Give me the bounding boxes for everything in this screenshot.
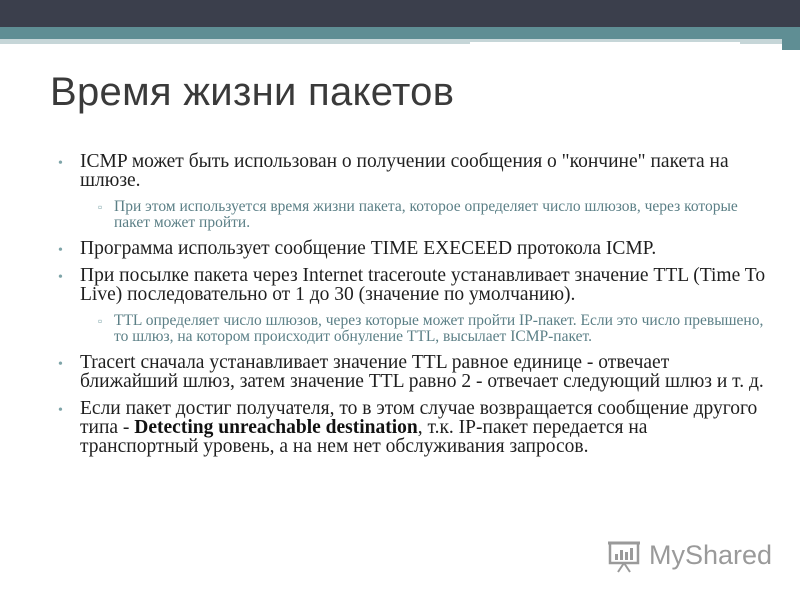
bullet-dot-icon: • — [58, 156, 63, 171]
bullet-item-2 — [58, 239, 768, 258]
sub-bullet-text: TTL определяет число шлюзов, через которые может пройти IP-пакет. Если это число превышено, то шлюз, на котором происходит обнуление TTL, высылает ICMP-пакет. — [114, 312, 764, 345]
bullet-dot-icon: • — [58, 357, 63, 372]
bullet-text: При посылке пакета через Internet traceroute устанавливает значение TTL (Time To Live) последовательно от 1 до 30 (значение по умолчанию). — [80, 265, 766, 305]
watermark-text: MyShared — [649, 540, 773, 570]
header-dark-bar — [0, 0, 800, 27]
bullet-item-3 — [58, 266, 768, 345]
presentation-board-icon — [607, 538, 643, 574]
sub-bullet-square-icon: ▫ — [98, 200, 103, 214]
bullet-text-before: Если пакет достиг получателя, то в этом случае возвращается сообщение другого типа - — [80, 398, 758, 438]
bullet-text: ICMP может быть использован о получении сообщения о "кончине" пакета на шлюзе. — [80, 151, 729, 191]
slide-body — [58, 152, 768, 464]
header-corner-strip — [782, 27, 800, 50]
bullet-text: Tracert сначала устанавливает значение TTL равное единице - отвечает ближайший шлюз, затем значение TTL равно 2 - отвечает следующий шлюз и т. д. — [80, 352, 764, 392]
bullet-dot-icon: • — [58, 270, 63, 285]
bullet-dot-icon: • — [58, 403, 63, 418]
watermark-logo — [607, 536, 773, 576]
bullet-item-5 — [58, 399, 768, 456]
sub-bullet-text: При этом используется время жизни пакета, которое определяет число шлюзов, через которые пакет может пройти. — [114, 198, 738, 231]
header-teal-band — [0, 27, 800, 39]
sub-bullet-square-icon: ▫ — [98, 314, 103, 328]
bullet-text-bold: Detecting unreachable destination — [134, 417, 418, 438]
sub-bullet-item-2 — [80, 313, 768, 345]
bullet-text-after: , т.к. IP-пакет передается на транспортный уровень, а на нем нет обслуживания запросов. — [80, 417, 648, 457]
bullet-dot-icon: • — [58, 243, 63, 258]
slide-title: Время жизни пакетов — [50, 70, 455, 114]
sub-bullet-item-1 — [80, 199, 768, 231]
bullet-item-1 — [58, 152, 768, 231]
header-accent-line — [470, 42, 740, 45]
bullet-item-4 — [58, 353, 768, 391]
bullet-text: Программа использует сообщение TIME EXECEED протокола ICMP. — [80, 238, 657, 259]
